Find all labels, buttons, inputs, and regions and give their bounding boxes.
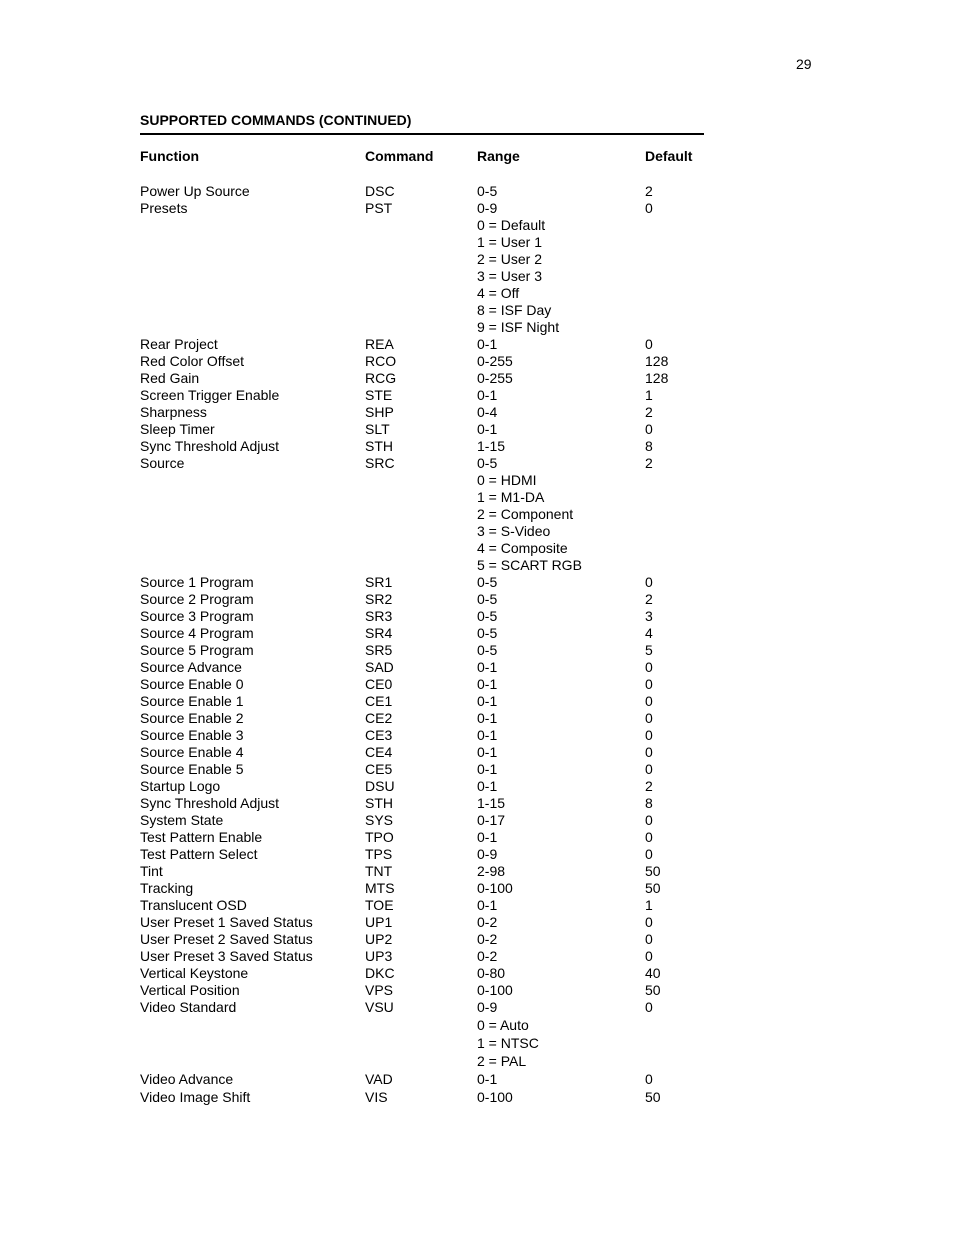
- range-cell: 1-15: [477, 438, 506, 454]
- command-cell: TPS: [365, 846, 393, 862]
- command-cell: PST: [365, 200, 393, 216]
- column-header-command: Command: [365, 148, 434, 164]
- default-cell: 2: [645, 778, 653, 794]
- range-cell: 0 = HDMI: [477, 472, 537, 488]
- range-cell: 0-5: [477, 574, 498, 590]
- table-row: [140, 982, 740, 999]
- command-cell: RCG: [365, 370, 397, 386]
- default-cell: 2: [645, 455, 653, 471]
- command-cell: RCO: [365, 353, 397, 369]
- range-cell: 1 = NTSC: [477, 1035, 539, 1051]
- range-cell: 0-5: [477, 642, 498, 658]
- table-row: [140, 897, 740, 914]
- function-cell: Rear Project: [140, 336, 218, 352]
- range-cell: 0-255: [477, 353, 513, 369]
- command-cell: DSU: [365, 778, 395, 794]
- command-cell: SR1: [365, 574, 393, 590]
- table-row: [140, 455, 740, 472]
- function-cell: Sharpness: [140, 404, 207, 420]
- default-cell: 8: [645, 438, 653, 454]
- range-cell: 0-4: [477, 404, 498, 420]
- table-row: [140, 302, 740, 319]
- function-cell: Sync Threshold Adjust: [140, 795, 280, 811]
- function-cell: User Preset 3 Saved Status: [140, 948, 313, 964]
- command-cell: VPS: [365, 982, 394, 998]
- default-cell: 0: [645, 931, 653, 947]
- range-cell: 0-1: [477, 710, 498, 726]
- table-row: [140, 387, 740, 404]
- table-row: [140, 540, 740, 557]
- default-cell: 128: [645, 370, 669, 386]
- function-cell: Startup Logo: [140, 778, 221, 794]
- command-cell: CE5: [365, 761, 393, 777]
- command-cell: CE4: [365, 744, 393, 760]
- function-cell: Presets: [140, 200, 188, 216]
- table-row: [140, 727, 740, 744]
- range-cell: 0-9: [477, 200, 498, 216]
- range-cell: 2 = PAL: [477, 1053, 527, 1069]
- range-cell: 2 = Component: [477, 506, 574, 522]
- table-row: [140, 574, 740, 591]
- function-cell: Source Enable 3: [140, 727, 244, 743]
- default-cell: 0: [645, 948, 653, 964]
- command-cell: STE: [365, 387, 393, 403]
- function-cell: Tracking: [140, 880, 194, 896]
- default-cell: 0: [645, 574, 653, 590]
- table-row: [140, 999, 740, 1016]
- page-number: 29: [796, 56, 812, 72]
- command-cell: DSC: [365, 183, 395, 199]
- default-cell: 2: [645, 183, 653, 199]
- column-header-range: Range: [477, 148, 520, 164]
- command-cell: STH: [365, 795, 393, 811]
- table-row: [140, 370, 740, 387]
- range-cell: 0-2: [477, 931, 498, 947]
- table-row: [140, 251, 740, 268]
- commands-table: [140, 183, 740, 1106]
- default-cell: 1: [645, 897, 653, 913]
- command-cell: SRC: [365, 455, 395, 471]
- table-row: [140, 557, 740, 574]
- command-cell: STH: [365, 438, 393, 454]
- range-cell: 8 = ISF Day: [477, 302, 552, 318]
- table-row: [140, 506, 740, 523]
- table-row: [140, 744, 740, 761]
- table-row: [140, 608, 740, 625]
- table-row: [140, 200, 740, 217]
- range-cell: 3 = User 3: [477, 268, 542, 284]
- table-row: [140, 1016, 740, 1034]
- function-cell: Sleep Timer: [140, 421, 215, 437]
- command-cell: VIS: [365, 1089, 388, 1105]
- range-cell: 0-9: [477, 999, 498, 1015]
- default-cell: 0: [645, 999, 653, 1015]
- range-cell: 4 = Composite: [477, 540, 568, 556]
- column-header-default: Default: [645, 148, 693, 164]
- function-cell: User Preset 1 Saved Status: [140, 914, 313, 930]
- range-cell: 0 = Default: [477, 217, 546, 233]
- default-cell: 50: [645, 1089, 661, 1105]
- range-cell: 0-1: [477, 778, 498, 794]
- default-cell: 0: [645, 710, 653, 726]
- function-cell: Source Advance: [140, 659, 242, 675]
- range-cell: 1-15: [477, 795, 506, 811]
- command-cell: TNT: [365, 863, 393, 879]
- range-cell: 0-1: [477, 676, 498, 692]
- command-cell: UP2: [365, 931, 393, 947]
- function-cell: Power Up Source: [140, 183, 250, 199]
- range-cell: 0-1: [477, 829, 498, 845]
- function-cell: Sync Threshold Adjust: [140, 438, 280, 454]
- range-cell: 0-1: [477, 387, 498, 403]
- command-cell: SHP: [365, 404, 394, 420]
- range-cell: 0-1: [477, 744, 498, 760]
- table-row: [140, 693, 740, 710]
- table-row: [140, 234, 740, 251]
- table-row: [140, 285, 740, 302]
- function-cell: Vertical Keystone: [140, 965, 249, 981]
- heading-rule: [140, 133, 704, 135]
- function-cell: Video Standard: [140, 999, 237, 1015]
- table-row: [140, 183, 740, 200]
- range-cell: 5 = SCART RGB: [477, 557, 582, 573]
- default-cell: 0: [645, 812, 653, 828]
- default-cell: 2: [645, 404, 653, 420]
- command-cell: SR2: [365, 591, 393, 607]
- function-cell: Source Enable 5: [140, 761, 244, 777]
- default-cell: 3: [645, 608, 653, 624]
- command-cell: VAD: [365, 1071, 393, 1087]
- default-cell: 0: [645, 761, 653, 777]
- table-row: [140, 1088, 740, 1106]
- range-cell: 0-1: [477, 727, 498, 743]
- function-cell: Source 1 Program: [140, 574, 254, 590]
- command-cell: CE3: [365, 727, 393, 743]
- function-cell: Source: [140, 455, 185, 471]
- range-cell: 0-9: [477, 846, 498, 862]
- range-cell: 0-5: [477, 183, 498, 199]
- table-row: [140, 676, 740, 693]
- table-row: [140, 761, 740, 778]
- table-row: [140, 778, 740, 795]
- range-cell: 3 = S-Video: [477, 523, 551, 539]
- default-cell: 5: [645, 642, 653, 658]
- range-cell: 0-1: [477, 421, 498, 437]
- range-cell: 0-100: [477, 982, 513, 998]
- function-cell: Test Pattern Select: [140, 846, 258, 862]
- command-cell: TOE: [365, 897, 394, 913]
- function-cell: Source Enable 1: [140, 693, 244, 709]
- function-cell: Source 5 Program: [140, 642, 254, 658]
- table-row: [140, 268, 740, 285]
- command-cell: UP1: [365, 914, 393, 930]
- default-cell: 0: [645, 744, 653, 760]
- default-cell: 0: [645, 693, 653, 709]
- command-cell: VSU: [365, 999, 394, 1015]
- default-cell: 0: [645, 1071, 653, 1087]
- command-cell: DKC: [365, 965, 395, 981]
- command-cell: MTS: [365, 880, 395, 896]
- table-row: [140, 948, 740, 965]
- table-row: [140, 931, 740, 948]
- table-row: [140, 353, 740, 370]
- default-cell: 50: [645, 863, 661, 879]
- command-cell: SLT: [365, 421, 390, 437]
- table-row: [140, 1070, 740, 1088]
- function-cell: Test Pattern Enable: [140, 829, 263, 845]
- table-row: [140, 336, 740, 353]
- table-row: [140, 1034, 740, 1052]
- range-cell: 0 = Auto: [477, 1017, 529, 1033]
- function-cell: Red Color Offset: [140, 353, 245, 369]
- default-cell: 2: [645, 591, 653, 607]
- table-row: [140, 914, 740, 931]
- default-cell: 40: [645, 965, 661, 981]
- default-cell: 128: [645, 353, 669, 369]
- function-cell: Source 3 Program: [140, 608, 254, 624]
- default-cell: 50: [645, 982, 661, 998]
- table-row: [140, 846, 740, 863]
- command-cell: TPO: [365, 829, 394, 845]
- function-cell: User Preset 2 Saved Status: [140, 931, 313, 947]
- default-cell: 8: [645, 795, 653, 811]
- section-heading: SUPPORTED COMMANDS (CONTINUED): [140, 112, 412, 128]
- table-row: [140, 438, 740, 455]
- table-row: [140, 710, 740, 727]
- range-cell: 0-80: [477, 965, 506, 981]
- table-row: [140, 880, 740, 897]
- command-cell: SR4: [365, 625, 393, 641]
- function-cell: Vertical Position: [140, 982, 240, 998]
- default-cell: 0: [645, 676, 653, 692]
- range-cell: 0-5: [477, 608, 498, 624]
- range-cell: 0-1: [477, 336, 498, 352]
- default-cell: 0: [645, 829, 653, 845]
- command-cell: SR3: [365, 608, 393, 624]
- function-cell: Tint: [140, 863, 163, 879]
- range-cell: 0-5: [477, 591, 498, 607]
- column-header-function: Function: [140, 148, 200, 164]
- command-cell: REA: [365, 336, 394, 352]
- range-cell: 0-1: [477, 659, 498, 675]
- default-cell: 0: [645, 200, 653, 216]
- range-cell: 2-98: [477, 863, 506, 879]
- function-cell: Screen Trigger Enable: [140, 387, 280, 403]
- range-cell: 0-17: [477, 812, 506, 828]
- table-row: [140, 489, 740, 506]
- table-row: [140, 523, 740, 540]
- table-row: [140, 625, 740, 642]
- range-cell: 0-255: [477, 370, 513, 386]
- table-row: [140, 829, 740, 846]
- table-row: [140, 965, 740, 982]
- range-cell: 2 = User 2: [477, 251, 542, 267]
- function-cell: Source 4 Program: [140, 625, 254, 641]
- range-cell: 0-5: [477, 625, 498, 641]
- table-row: [140, 421, 740, 438]
- default-cell: 0: [645, 336, 653, 352]
- table-row: [140, 795, 740, 812]
- command-cell: SR5: [365, 642, 393, 658]
- table-row: [140, 1052, 740, 1070]
- function-cell: Source Enable 4: [140, 744, 244, 760]
- default-cell: 0: [645, 846, 653, 862]
- default-cell: 0: [645, 659, 653, 675]
- range-cell: 0-2: [477, 948, 498, 964]
- range-cell: 0-1: [477, 1071, 498, 1087]
- default-cell: 0: [645, 914, 653, 930]
- table-row: [140, 642, 740, 659]
- function-cell: Video Advance: [140, 1071, 234, 1087]
- table-row: [140, 404, 740, 421]
- default-cell: 1: [645, 387, 653, 403]
- function-cell: Video Image Shift: [140, 1089, 251, 1105]
- range-cell: 4 = Off: [477, 285, 520, 301]
- range-cell: 1 = M1-DA: [477, 489, 545, 505]
- command-cell: SYS: [365, 812, 394, 828]
- range-cell: 0-100: [477, 1089, 513, 1105]
- default-cell: 0: [645, 421, 653, 437]
- command-cell: CE0: [365, 676, 393, 692]
- table-row: [140, 319, 740, 336]
- function-cell: System State: [140, 812, 224, 828]
- range-cell: 0-1: [477, 693, 498, 709]
- default-cell: 50: [645, 880, 661, 896]
- range-cell: 0-2: [477, 914, 498, 930]
- function-cell: Translucent OSD: [140, 897, 247, 913]
- table-row: [140, 659, 740, 676]
- table-row: [140, 863, 740, 880]
- function-cell: Red Gain: [140, 370, 200, 386]
- range-cell: 9 = ISF Night: [477, 319, 560, 335]
- table-row: [140, 217, 740, 234]
- range-cell: 0-5: [477, 455, 498, 471]
- function-cell: Source Enable 2: [140, 710, 244, 726]
- range-cell: 0-1: [477, 761, 498, 777]
- table-row: [140, 812, 740, 829]
- table-row: [140, 472, 740, 489]
- command-cell: CE2: [365, 710, 393, 726]
- command-cell: SAD: [365, 659, 394, 675]
- default-cell: 0: [645, 727, 653, 743]
- range-cell: 1 = User 1: [477, 234, 542, 250]
- function-cell: Source Enable 0: [140, 676, 244, 692]
- table-row: [140, 591, 740, 608]
- range-cell: 0-100: [477, 880, 513, 896]
- default-cell: 4: [645, 625, 653, 641]
- command-cell: UP3: [365, 948, 393, 964]
- function-cell: Source 2 Program: [140, 591, 254, 607]
- command-cell: CE1: [365, 693, 393, 709]
- range-cell: 0-1: [477, 897, 498, 913]
